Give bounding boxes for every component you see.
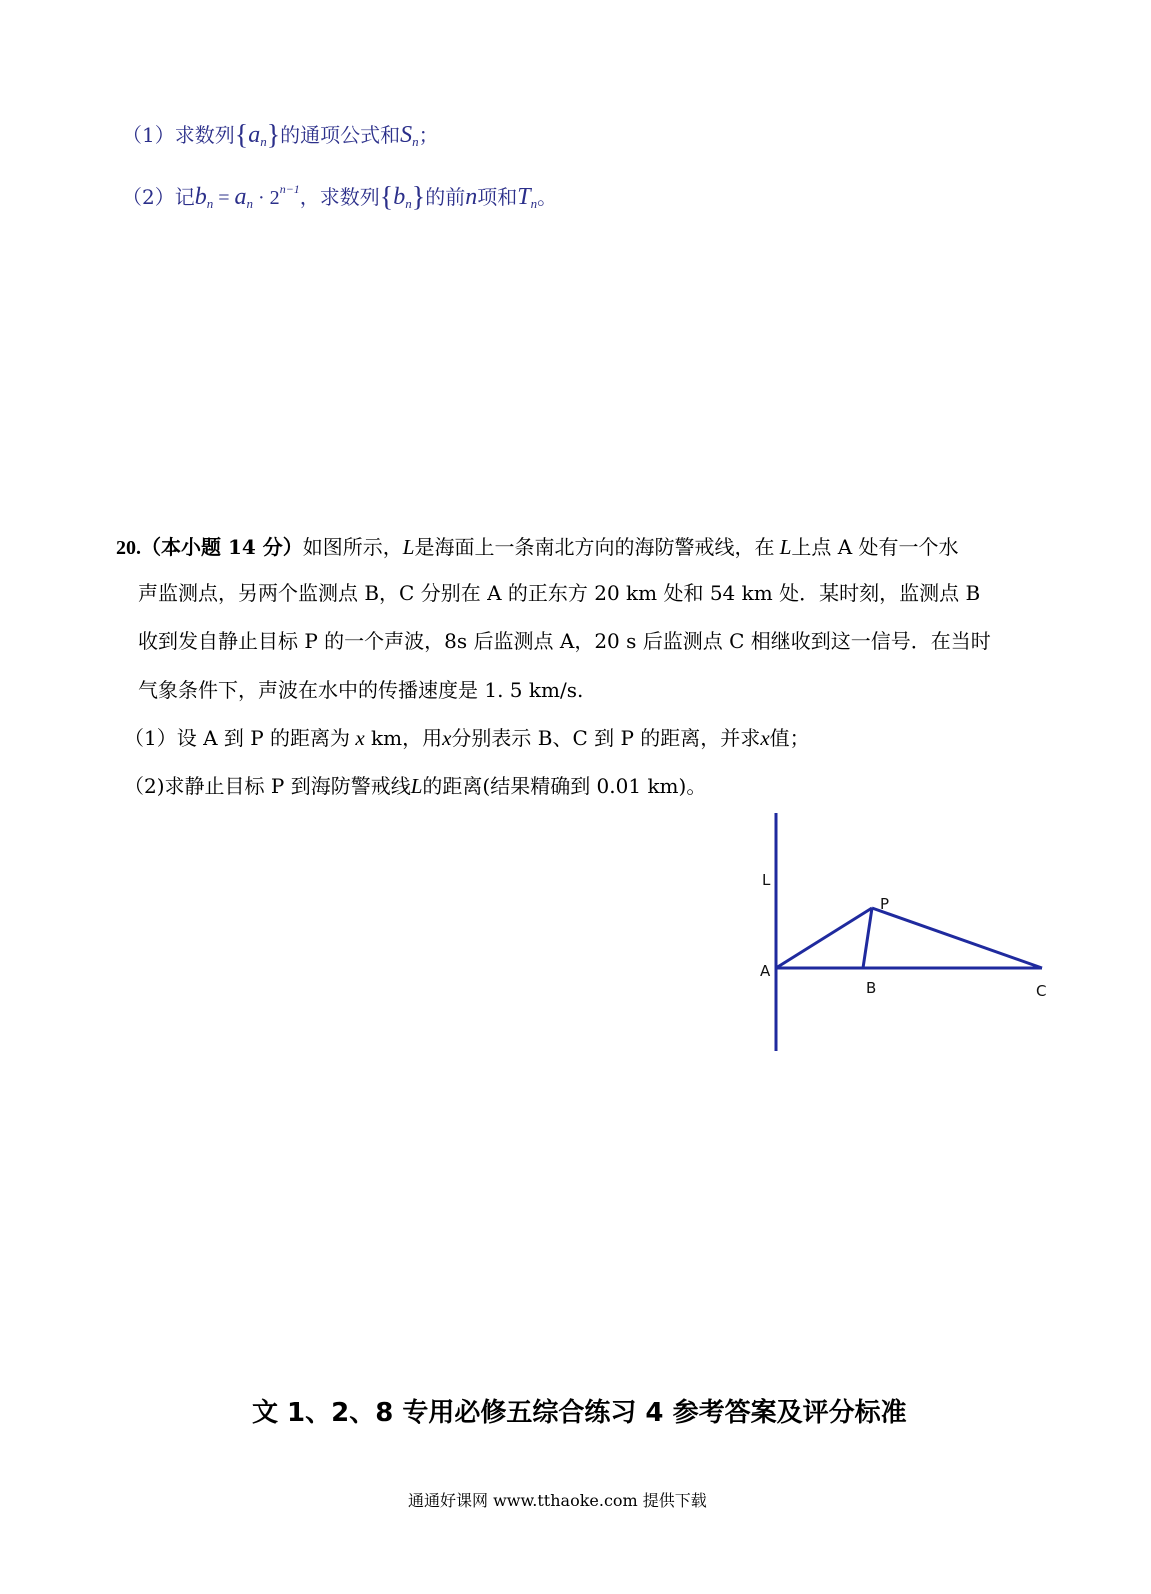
part2-end: 。: [537, 185, 558, 209]
q20-subquestion-1: [124, 725, 810, 751]
var-b: b: [194, 184, 207, 210]
q20-text: 如图所示，: [302, 535, 403, 559]
part2-prefix: （2）记: [122, 185, 195, 209]
label-L: L: [762, 871, 771, 889]
var-s: S: [400, 122, 413, 148]
var-a: a: [234, 184, 247, 210]
sub2-text: （2)求静止目标 P 到海防警戒线: [124, 774, 411, 798]
var-x: x: [355, 726, 365, 750]
brace-close: }: [266, 120, 281, 151]
q20-line2: 声监测点，另两个监测点 B，C 分别在 A 的正东方 20 km 处和 54 km 处．某时刻，监测点 B: [138, 581, 981, 605]
q20-line3: 收到发自静止目标 P 的一个声波，8s 后监测点 A，20 s 后监测点 C 相继收到这一信号．在当时: [138, 629, 991, 653]
var-b: b: [393, 184, 406, 210]
sub-n: n: [246, 196, 254, 211]
var-L: L: [410, 774, 423, 798]
sub1-text: km，用: [364, 726, 443, 750]
sub-n: n: [530, 196, 538, 211]
brace-open: {: [234, 120, 249, 151]
sub-n: n: [405, 196, 412, 211]
label-C: C: [1036, 982, 1047, 1000]
sub-n: n: [206, 196, 214, 211]
label-P: P: [880, 895, 890, 913]
sub-n: n: [412, 134, 419, 149]
part2-middle3: 项和: [477, 185, 518, 209]
sequence-part1: [122, 122, 439, 155]
segment-PC: [872, 908, 1042, 968]
sub1-text: 分别表示 B、C 到 P 的距离，并求: [451, 726, 761, 750]
segment-PB: [863, 908, 872, 968]
equals-sign: =: [213, 187, 235, 209]
q20-line1: [116, 534, 959, 561]
answer-section-title: 文 1、2、8 专用必修五综合练习 4 参考答案及评分标准: [252, 1398, 907, 1428]
label-A: A: [760, 962, 771, 980]
q20-text: 是海面上一条南北方向的海防警戒线，在: [414, 535, 775, 559]
page-footer: 通通好课网 www.tthaoke.com 提供下载: [408, 1491, 707, 1510]
var-L: L: [779, 535, 792, 559]
var-a: a: [248, 122, 261, 148]
part1-prefix: （1）求数列: [122, 123, 235, 147]
sub-n: n: [260, 134, 267, 149]
q20-text: 上点 A 处有一个水: [791, 535, 959, 559]
sequence-part2: [122, 176, 557, 217]
var-t: T: [517, 184, 531, 210]
question-score: （本小题 14 分）: [141, 535, 303, 559]
dot-two: · 2: [253, 187, 280, 209]
var-x: x: [760, 726, 770, 750]
brace-close: }: [411, 182, 426, 213]
sub1-text: （1）设 A 到 P 的距离为: [124, 726, 351, 750]
brace-open: {: [379, 182, 394, 213]
part2-middle: ，求数列: [299, 185, 380, 209]
part2-middle2: 的前: [425, 185, 466, 209]
var-x: x: [442, 726, 452, 750]
part1-end: ；: [418, 123, 439, 147]
segment-AP: [776, 908, 872, 968]
part1-middle: 的通项公式和: [280, 123, 401, 147]
q20-line4: 气象条件下，声波在水中的传播速度是 1. 5 km/s.: [138, 678, 584, 702]
var-n: n: [465, 184, 478, 210]
label-B: B: [866, 979, 877, 997]
q20-subquestion-2: [124, 773, 706, 799]
exponent: n−1: [279, 182, 300, 196]
question-number: 20.: [116, 537, 141, 559]
geometry-diagram: [740, 805, 1070, 1065]
var-L: L: [402, 535, 415, 559]
sub2-text: 的距离(结果精确到 0.01 km)。: [422, 774, 707, 798]
sub1-text: 值；: [769, 726, 810, 750]
